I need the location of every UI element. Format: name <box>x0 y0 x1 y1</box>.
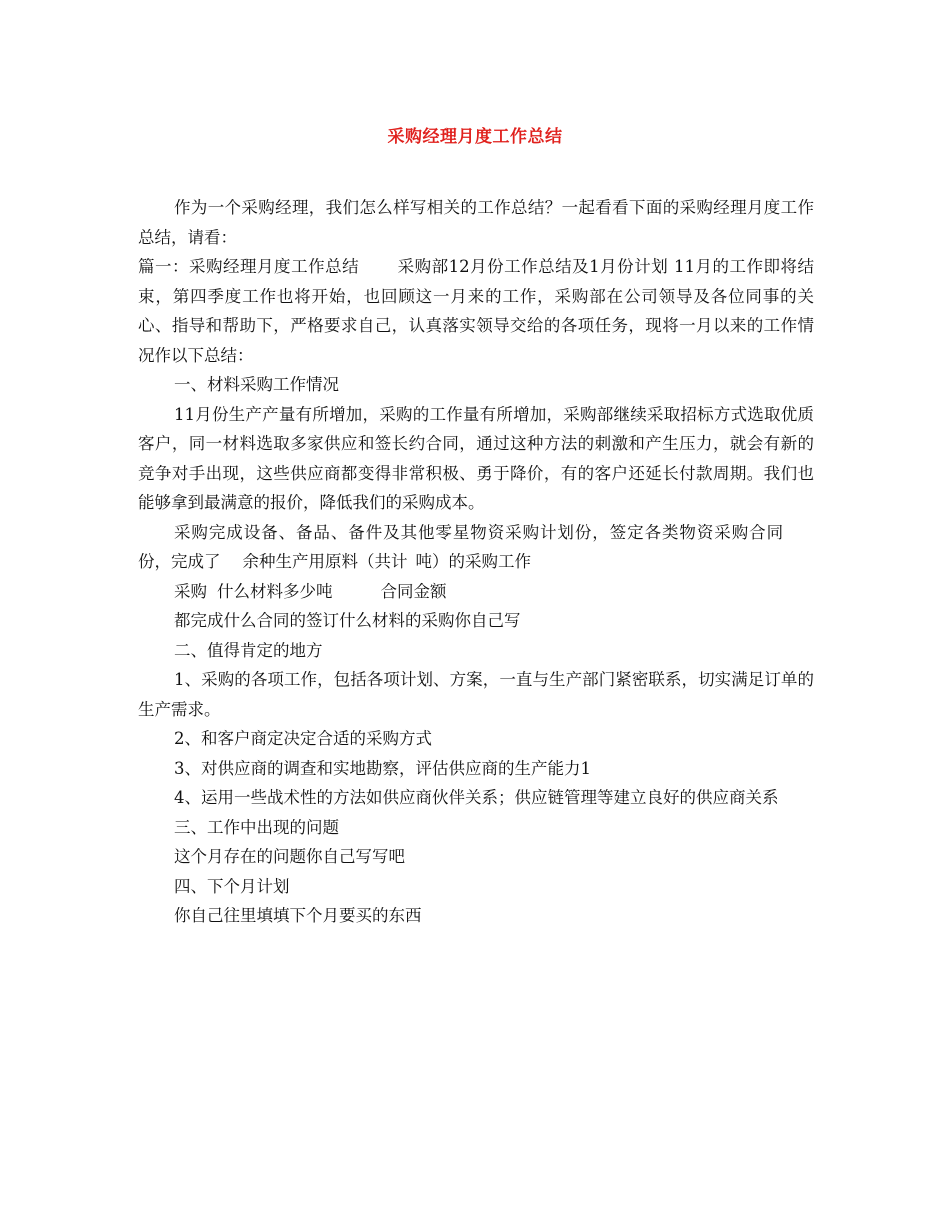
section-1-heading: 一、材料采购工作情况 <box>174 375 339 394</box>
section-3-heading: 三、工作中出现的问题 <box>174 817 339 837</box>
intro-paragraph: 作为一个采购经理，我们怎么样写相关的工作总结？一起看看下面的采购经理月度工作总结，请看： <box>138 198 814 247</box>
section-2-item-3: 3、对供应商的调查和实地勘察，评估供应商的生产能力1 <box>174 758 591 778</box>
chapter-lead: 采购部12月份工作总结及1月份计划 11月的工作即将结束，第四季度工作也将开始，也回顾这一月来的工作，采购部在公司领导及各位同事的关心、指导和帮助下，严格要求自己，认真落实领导交给的各项任务，现将一月以来的工作情况作以下总结： <box>138 257 815 365</box>
chapter-paragraph <box>138 252 814 370</box>
section-1-fill-line: 采购 什么材料多少吨 合同金额 <box>174 581 447 601</box>
section-3-text: 这个月存在的问题你自己写写吧 <box>174 847 405 866</box>
document-body <box>138 193 814 931</box>
section-1-note: 都完成什么合同的签订什么材料的采购你自己写 <box>174 611 521 630</box>
document-title: 采购经理月度工作总结 <box>387 127 563 147</box>
section-1-paragraph-1: 11月份生产产量有所增加，采购的工作量有所增加，采购部继续采取招标方式选取优质客户，同一材料选取多家供应和签长约合同，通过这种方法的刺激和产生压力，就会有新的竞争对手出现，这些供应商都变得非常积极、勇于降价，有的客户还延长付款周期。我们也能够拿到最满意的报价，降低我们的采购成本。 <box>138 404 814 512</box>
section-4-heading: 四、下个月计划 <box>174 876 290 896</box>
section-4-text: 你自己往里填填下个月要买的东西 <box>174 906 422 925</box>
section-2-item-4: 4、运用一些战术性的方法如供应商伙伴关系；供应链管理等建立良好的供应商关系 <box>174 788 779 807</box>
section-2-item-2: 2、和客户商定决定合适的采购方式 <box>174 729 432 748</box>
section-2-item-1: 1、采购的各项工作，包括各项计划、方案，一直与生产部门紧密联系，切实满足订单的生产需求。 <box>138 670 814 719</box>
section-1-paragraph-2: 采购完成设备、备品、备件及其他零星物资采购计划份，签定各类物资采购合同份，完成了 余种生产用原料（共计 吨）的采购工作 <box>138 522 784 571</box>
section-2-heading: 二、值得肯定的地方 <box>174 640 323 660</box>
chapter-label: 篇一：采购经理月度工作总结 <box>138 257 360 276</box>
